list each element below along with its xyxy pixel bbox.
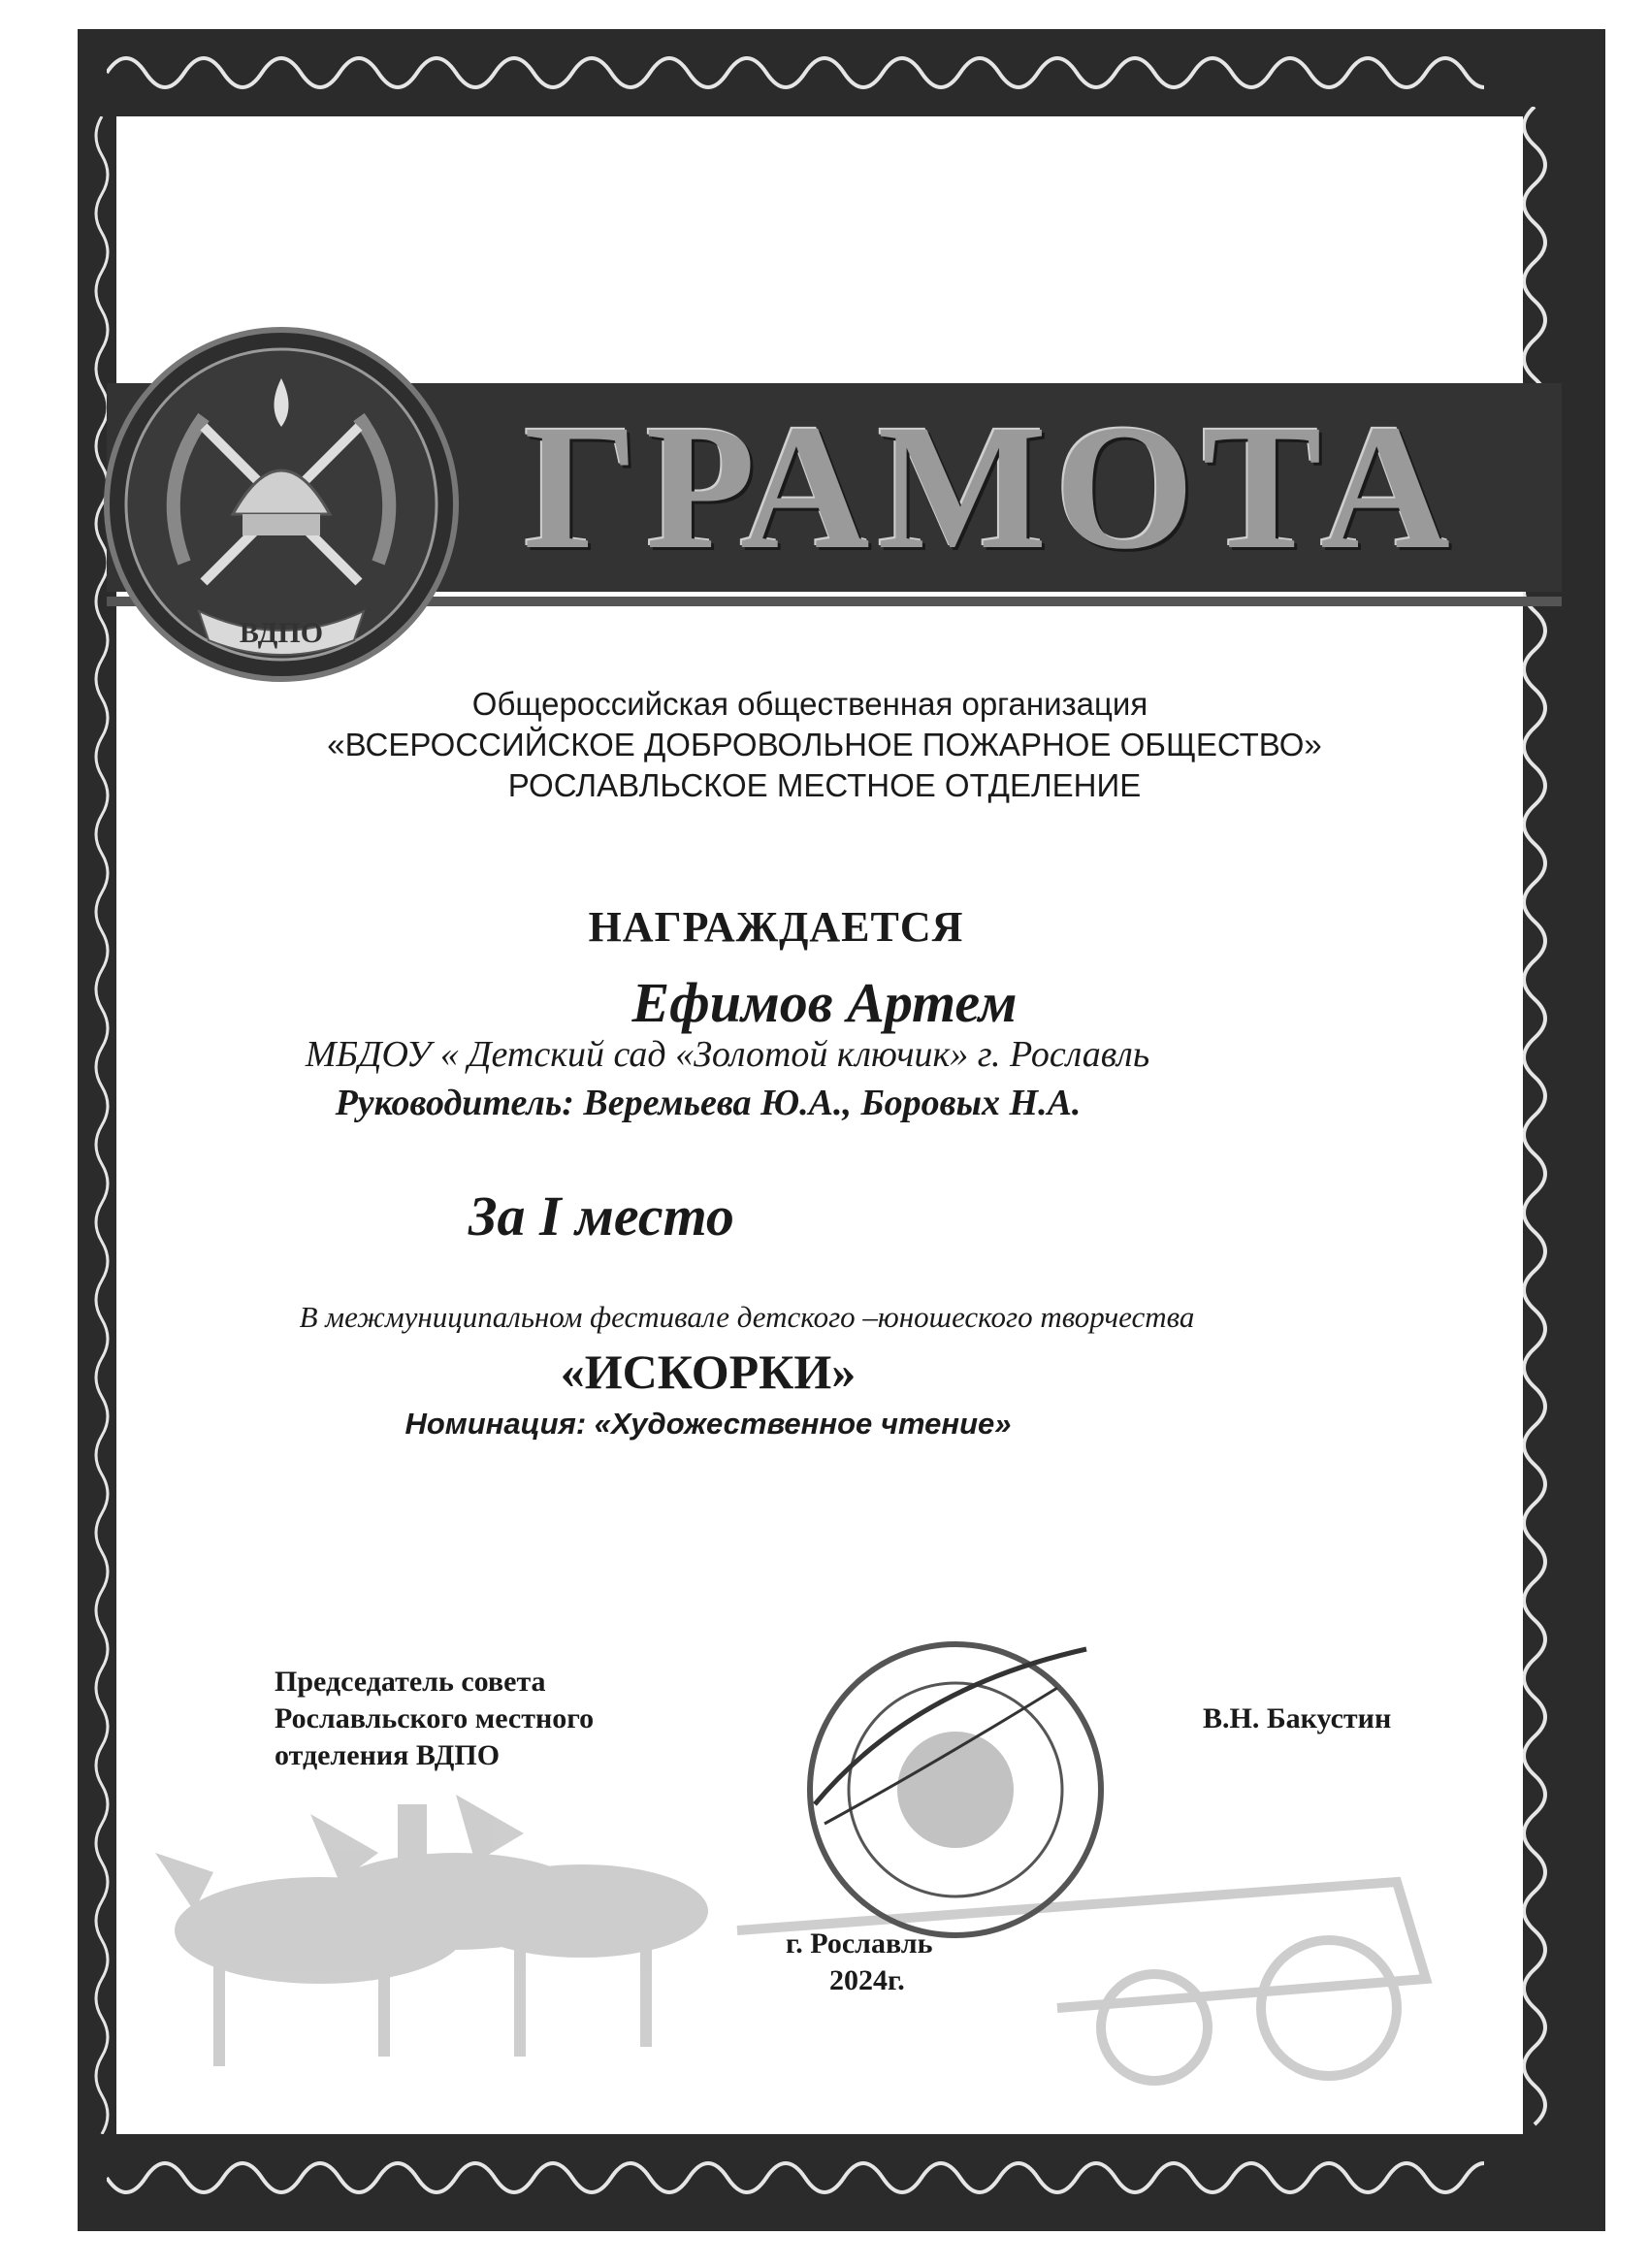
ornament-border-bottom xyxy=(107,2144,1484,2212)
recipient-name: Ефимов Артем xyxy=(631,971,1018,1034)
leaders: Руководитель: Веремьева Ю.А., Боровых Н.А. xyxy=(335,1083,1082,1123)
vdpo-emblem-icon xyxy=(97,320,466,689)
institution: МБДОУ « Детский сад «Золотой ключик» г. Рославль xyxy=(305,1034,1150,1075)
signatory-title xyxy=(275,1664,682,1774)
org-line-1: Общероссийская общественная организация xyxy=(471,686,1148,722)
org-line-3: РОСЛАВЛЬСКОЕ МЕСТНОЕ ОТДЕЛЕНИЕ xyxy=(507,767,1142,803)
seal-stamp-icon xyxy=(795,1630,1116,1950)
emblem-text: ВДПО xyxy=(239,617,324,649)
signatory-title-line-2: Рославльского местного xyxy=(275,1702,595,1734)
organization-block xyxy=(194,684,1455,806)
festival-name: «ИСКОРКИ» xyxy=(560,1345,857,1399)
ornament-border-top xyxy=(107,39,1484,107)
org-line-2: «ВСЕРОССИЙСКОЕ ДОБРОВОЛЬНОЕ ПОЖАРНОЕ ОБЩЕСТВО» xyxy=(327,727,1322,762)
nomination: Номинация: «Художественное чтение» xyxy=(404,1407,1012,1441)
signatory-title-line-3: отделения ВДПО xyxy=(275,1739,501,1771)
signatory-name: В.Н. Бакустин xyxy=(1203,1702,1392,1734)
awarded-label: НАГРАЖДАЕТСЯ xyxy=(588,903,964,951)
place: За I место xyxy=(469,1184,734,1247)
year: 2024г. xyxy=(829,1964,905,1996)
city: г. Рославль xyxy=(786,1928,933,1960)
signatory-title-line-1: Председатель совета xyxy=(275,1666,546,1698)
certificate-title: ГРАМОТА xyxy=(524,388,1458,587)
place-date xyxy=(786,1926,1077,1999)
festival-description: В межмуниципальном фестивале детского –юношеского творчества xyxy=(299,1300,1195,1334)
